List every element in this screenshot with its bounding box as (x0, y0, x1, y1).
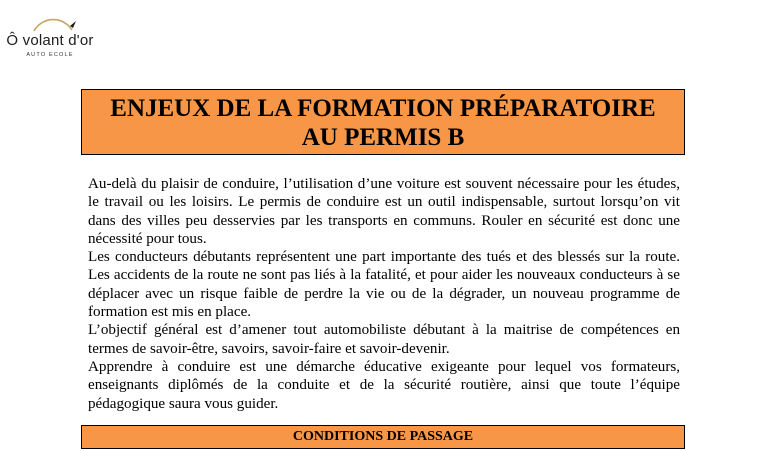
section-heading-conditions: CONDITIONS DE PASSAGE (81, 425, 685, 449)
brand-logo (4, 18, 96, 78)
logo-name: Ô volant d'or (6, 32, 94, 49)
page-title (81, 89, 685, 155)
paragraph-4: Apprendre à conduire est une démarche éducative exigeante pour lequel vos formateurs, enseignants diplômés de la conduite et de la sécurité routière, ainsi que toute l’équipe pédagogique saura vous guider. (88, 358, 680, 412)
paragraph-1: Au-delà du plaisir de conduire, l’utilisation d’une voiture est souvent nécessaire pour les études, le travail ou les loisirs. Le permis de conduire est un outil indispensable, surtout lorsqu’on vit dans des villes peu desservies par les transports en communs. Rouler en sécurité est donc une nécessité pour tous. (88, 176, 680, 247)
page-title-line-2: AU PERMIS B (301, 124, 465, 151)
paragraph-2: Les conducteurs débutants représentent une part importante des tués et des blessés sur la route. Les accidents de la route ne sont pas liés à la fatalité, et pour aider les nouveaux conducteurs à se déplacer avec un risque faible de perdre la vie ou de la dégrader, un nouveau programme de formation est mis en place. (88, 249, 680, 321)
paragraph-3: L’objectif général est d’amener tout automobiliste débutant à la maitrise de compétences en termes de savoir-être, savoirs, savoir-faire et savoir-devenir. (88, 322, 680, 357)
page-title-line-1: ENJEUX DE LA FORMATION PRÉPARATOIRE (110, 95, 656, 122)
intro-text (88, 175, 680, 413)
logo-tagline: AUTO ECOLE (26, 52, 74, 58)
